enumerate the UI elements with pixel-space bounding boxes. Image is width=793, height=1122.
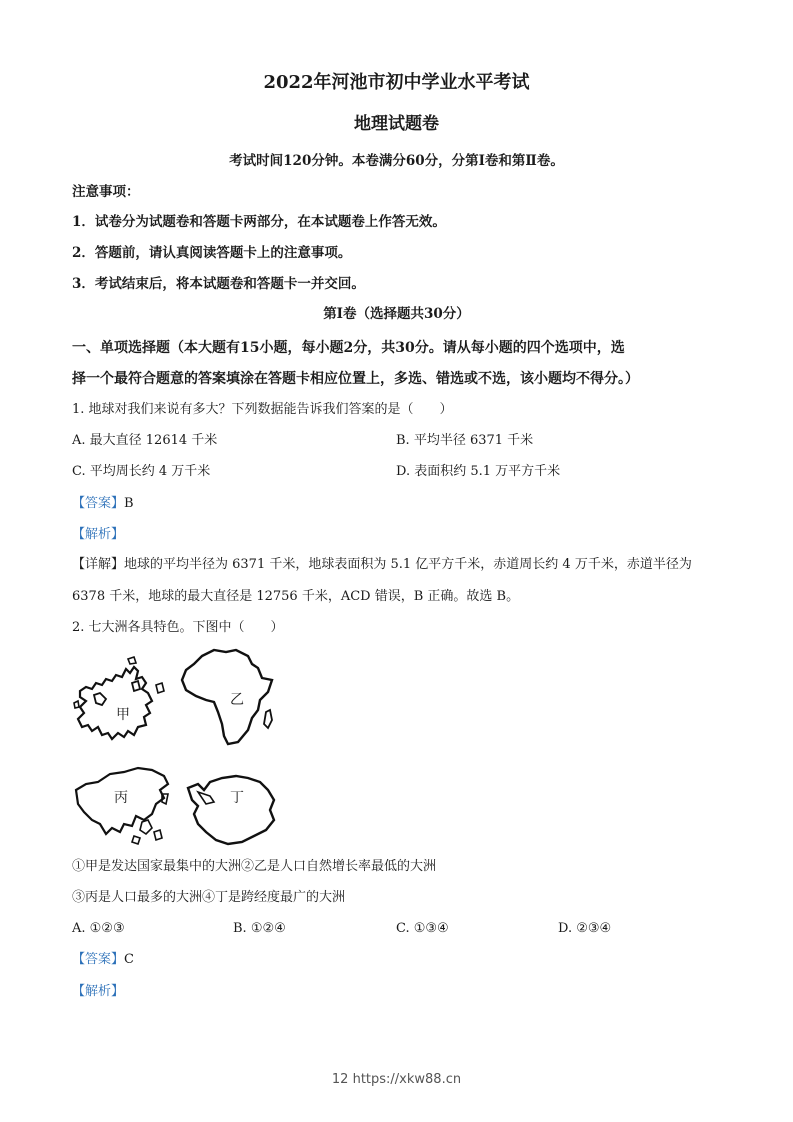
q2-analysis-label: 【解析】 <box>72 984 125 999</box>
q2-statement: ①甲是发达国家最集中的大洲②乙是人口自然增长率最低的大洲 <box>72 859 437 874</box>
section-instruction: 择一个最符合题意的答案填涂在答题卡相应位置上，多选、错选或不选，该小题均不得分。） <box>72 371 639 387</box>
map-antarctica <box>182 770 282 850</box>
q2-answer <box>72 952 134 968</box>
q1-option-a: A. 最大直径 12614 千米 <box>72 433 218 448</box>
q2-option-b: B. ①②④ <box>233 921 286 936</box>
answer-value: B <box>124 496 134 511</box>
map-asia <box>72 760 172 850</box>
q1-option-d: D. 表面积约 5.1 万平方千米 <box>396 464 561 479</box>
section-title: 第Ⅰ卷（选择题共30分） <box>323 306 470 322</box>
map-label-bing: 丙 <box>114 790 128 806</box>
q1-answer <box>72 496 134 512</box>
q1-option-b: B. 平均半径 6371 千米 <box>396 433 534 448</box>
answer-value: C <box>124 952 134 967</box>
question-1-stem: 1. 地球对我们来说有多大？下列数据能告诉我们答案的是（ ） <box>72 402 453 417</box>
map-label-ding: 丁 <box>230 790 244 806</box>
map-label-jia: 甲 <box>116 707 130 723</box>
section-instruction: 一、单项选择题（本大题有15小题，每小题2分，共30分。请从每小题的四个选项中，选 <box>72 340 625 356</box>
map-europe <box>72 655 172 747</box>
exam-title: 2022年河池市初中学业水平考试 <box>263 72 530 93</box>
note-item: 2．答题前，请认真阅读答题卡上的注意事项。 <box>72 245 352 261</box>
map-africa <box>178 646 278 750</box>
answer-label: 【答案】 <box>72 496 125 511</box>
q2-statement: ③丙是人口最多的大洲④丁是跨经度最广的大洲 <box>72 890 346 905</box>
note-item: 1．试卷分为试题卷和答题卡两部分，在本试题卷上作答无效。 <box>72 214 446 230</box>
q1-detail: 6378 千米，地球的最大直径是 12756 千米，ACD 错误，B 正确。故选 B。 <box>72 589 520 604</box>
page-footer: 12 https://xkw88.cn <box>331 1072 462 1087</box>
q2-option-a: A. ①②③ <box>72 921 125 936</box>
q2-option-c: C. ①③④ <box>396 921 449 936</box>
notes-heading: 注意事项： <box>72 184 140 200</box>
map-label-yi: 乙 <box>230 692 244 708</box>
note-item: 3．考试结束后，将本试题卷和答题卡一并交回。 <box>72 276 365 292</box>
q1-option-c: C. 平均周长约 4 万千米 <box>72 464 211 479</box>
answer-label: 【答案】 <box>72 952 125 967</box>
question-2-stem: 2. 七大洲各具特色。下图中（ ） <box>72 620 284 635</box>
paper-subtitle: 地理试题卷 <box>354 114 439 134</box>
exam-info: 考试时间120分钟。本卷满分60分，分第Ⅰ卷和第Ⅱ卷。 <box>229 153 564 169</box>
q2-option-d: D. ②③④ <box>558 921 612 936</box>
q1-analysis-label: 【解析】 <box>72 527 125 542</box>
q1-detail: 【详解】地球的平均半径为 6371 千米，地球表面积为 5.1 亿平方千米，赤道周长约 4 万千米，赤道半径为 <box>72 557 692 572</box>
